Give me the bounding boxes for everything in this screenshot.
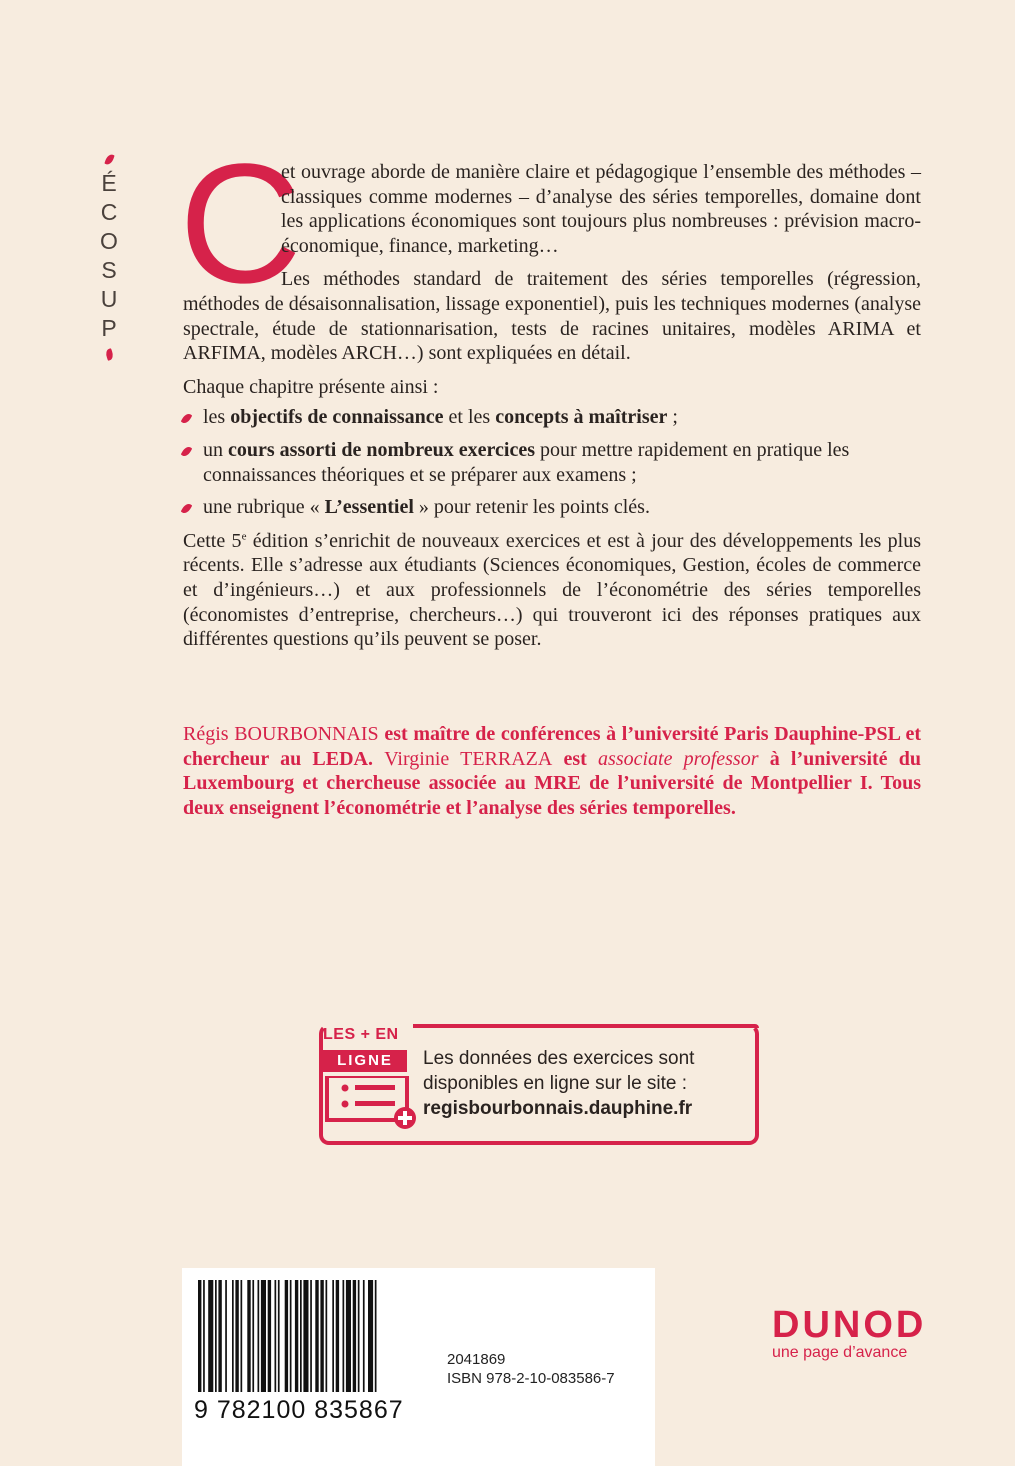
box-top-border [413,1024,759,1028]
barcode-bar [353,1280,356,1392]
barcode-bar [241,1280,243,1392]
barcode-bar [247,1280,250,1392]
barcode-bar [290,1280,292,1392]
isbn-number: ISBN 978-2-10-083586-7 [447,1370,615,1387]
chapter-features-list [183,405,921,519]
chapter-intro: Chaque chapitre présente ainsi : [183,375,439,398]
online-list-icon [325,1076,417,1132]
barcode-bar [225,1280,227,1392]
publisher-logo [772,1306,926,1362]
barcode-bar [343,1280,345,1392]
barcode-bar [315,1280,318,1392]
barcode-bar [208,1280,213,1392]
product-code: 2041869 [447,1351,506,1368]
bullet-petal-icon [181,445,193,458]
barcode-number: 9 782100 835867 [194,1396,404,1424]
barcode-bar [252,1280,254,1392]
list-item: les objectifs de connaissance et les concepts à maîtriser ; [183,405,921,430]
barcode-bar [320,1280,323,1392]
barcode-bar [278,1280,280,1392]
barcode-bar [336,1280,339,1392]
barcode-bar [235,1280,238,1392]
barcode-bar [295,1280,298,1392]
spine-letter: P [101,315,117,341]
authors-paragraph: Régis BOURBONNAIS est maître de conférences à l’université Paris Dauphine-PSL et chercheur au LEDA. Virginie TERRAZA est associate professor à l’université du Luxembourg et chercheuse associée au MRE de l’université de Montpellier I. Tous deux enseignent l’économétrie et l’analyse des séries temporelles. [183,723,921,819]
barcode-bar [215,1280,217,1392]
methods-paragraph: Les méthodes standard de traitement des séries temporelles (régression, méthodes de désaisonnalisation, lissage exponentiel), puis les techniques modernes (analyse spectrale, étude de stationnarisation, tests de racines unitaires, modèles ARIMA et ARFIMA, modèles ARCH…) sont expliquées en détail. [183,268,921,365]
isbn-info [447,1350,615,1388]
description-body [179,129,921,661]
online-box-text: Les données des exercices sont disponibles en ligne sur le site : regisbourbonnais.dauphine.fr [423,1046,753,1121]
edition-paragraph: Cette 5e édition s’enrichit de nouveaux exercices et est à jour des développements les plus récents. Elle s’adresse aux étudiants (Sciences économiques, Gestion, écoles de commerce et d’ingénieurs…) et aux professionnels de l’économétrie des séries temporelles (économistes d’entreprise, chercheurs…) qui trouveront ici des réponses pratiques aux différentes questions qu’ils peuvent se poser. [183,529,921,651]
series-spine [96,150,122,364]
barcode-bar [346,1280,351,1392]
barcode-bar [198,1280,201,1392]
barcode-bar [303,1280,308,1392]
publisher-name: DUNOD [772,1304,927,1346]
barcode-bar [332,1280,334,1392]
online-resources-box [319,1024,759,1145]
barcode-bar [326,1280,328,1392]
author-name: Virginie TERRAZA [384,747,553,770]
barcode-bar [358,1280,360,1392]
bullet-petal-icon [181,502,193,515]
online-badge-title: LES + EN [323,1026,399,1043]
list-item: un cours assorti de nombreux exercices pour mettre rapidement en pratique les connaissances théoriques et se préparer aux examens ; [183,438,921,487]
author-name: Régis BOURBONNAIS [183,723,379,745]
online-badge-label: LIGNE [323,1050,407,1072]
barcode-bar [300,1280,302,1392]
barcode-bar [218,1280,221,1392]
petal-mark-top [104,153,114,166]
barcode-bar [258,1280,260,1392]
list-item: une rubrique « L’essentiel » pour retenir les points clés. [183,495,921,520]
spine-letter: S [101,257,117,283]
drop-cap: C [179,129,302,319]
intro-text: et ouvrage aborde de manière claire et pédagogique l’ensemble des méthodes – classiques comme modernes – d’analyse des séries temporelles, domaine dont les applications économiques sont toujours plus nombreuses : prévision macro-économique, finance, marketing… [281,161,921,257]
barcode-image [198,1280,428,1392]
barcode-panel [182,1268,655,1466]
publisher-tagline: une page d’avance [772,1344,908,1361]
spine-letter: O [100,228,118,254]
spine-letter: É [101,170,117,196]
website-link[interactable]: regisbourbonnais.dauphine.fr [423,1098,693,1119]
barcode-bar [310,1280,312,1392]
barcode-bar [203,1280,205,1392]
petal-mark-bottom [104,348,114,361]
barcode-bar [285,1280,288,1392]
bullet-petal-icon [181,412,193,425]
spine-letter: U [100,286,118,312]
barcode-bar [375,1280,377,1392]
barcode-bar [275,1280,277,1392]
barcode-bar [268,1280,271,1392]
barcode-bar [261,1280,266,1392]
barcode-bar [368,1280,373,1392]
barcode-bar [232,1280,234,1392]
spine-letter: C [100,199,118,225]
barcode-bar [363,1280,365,1392]
